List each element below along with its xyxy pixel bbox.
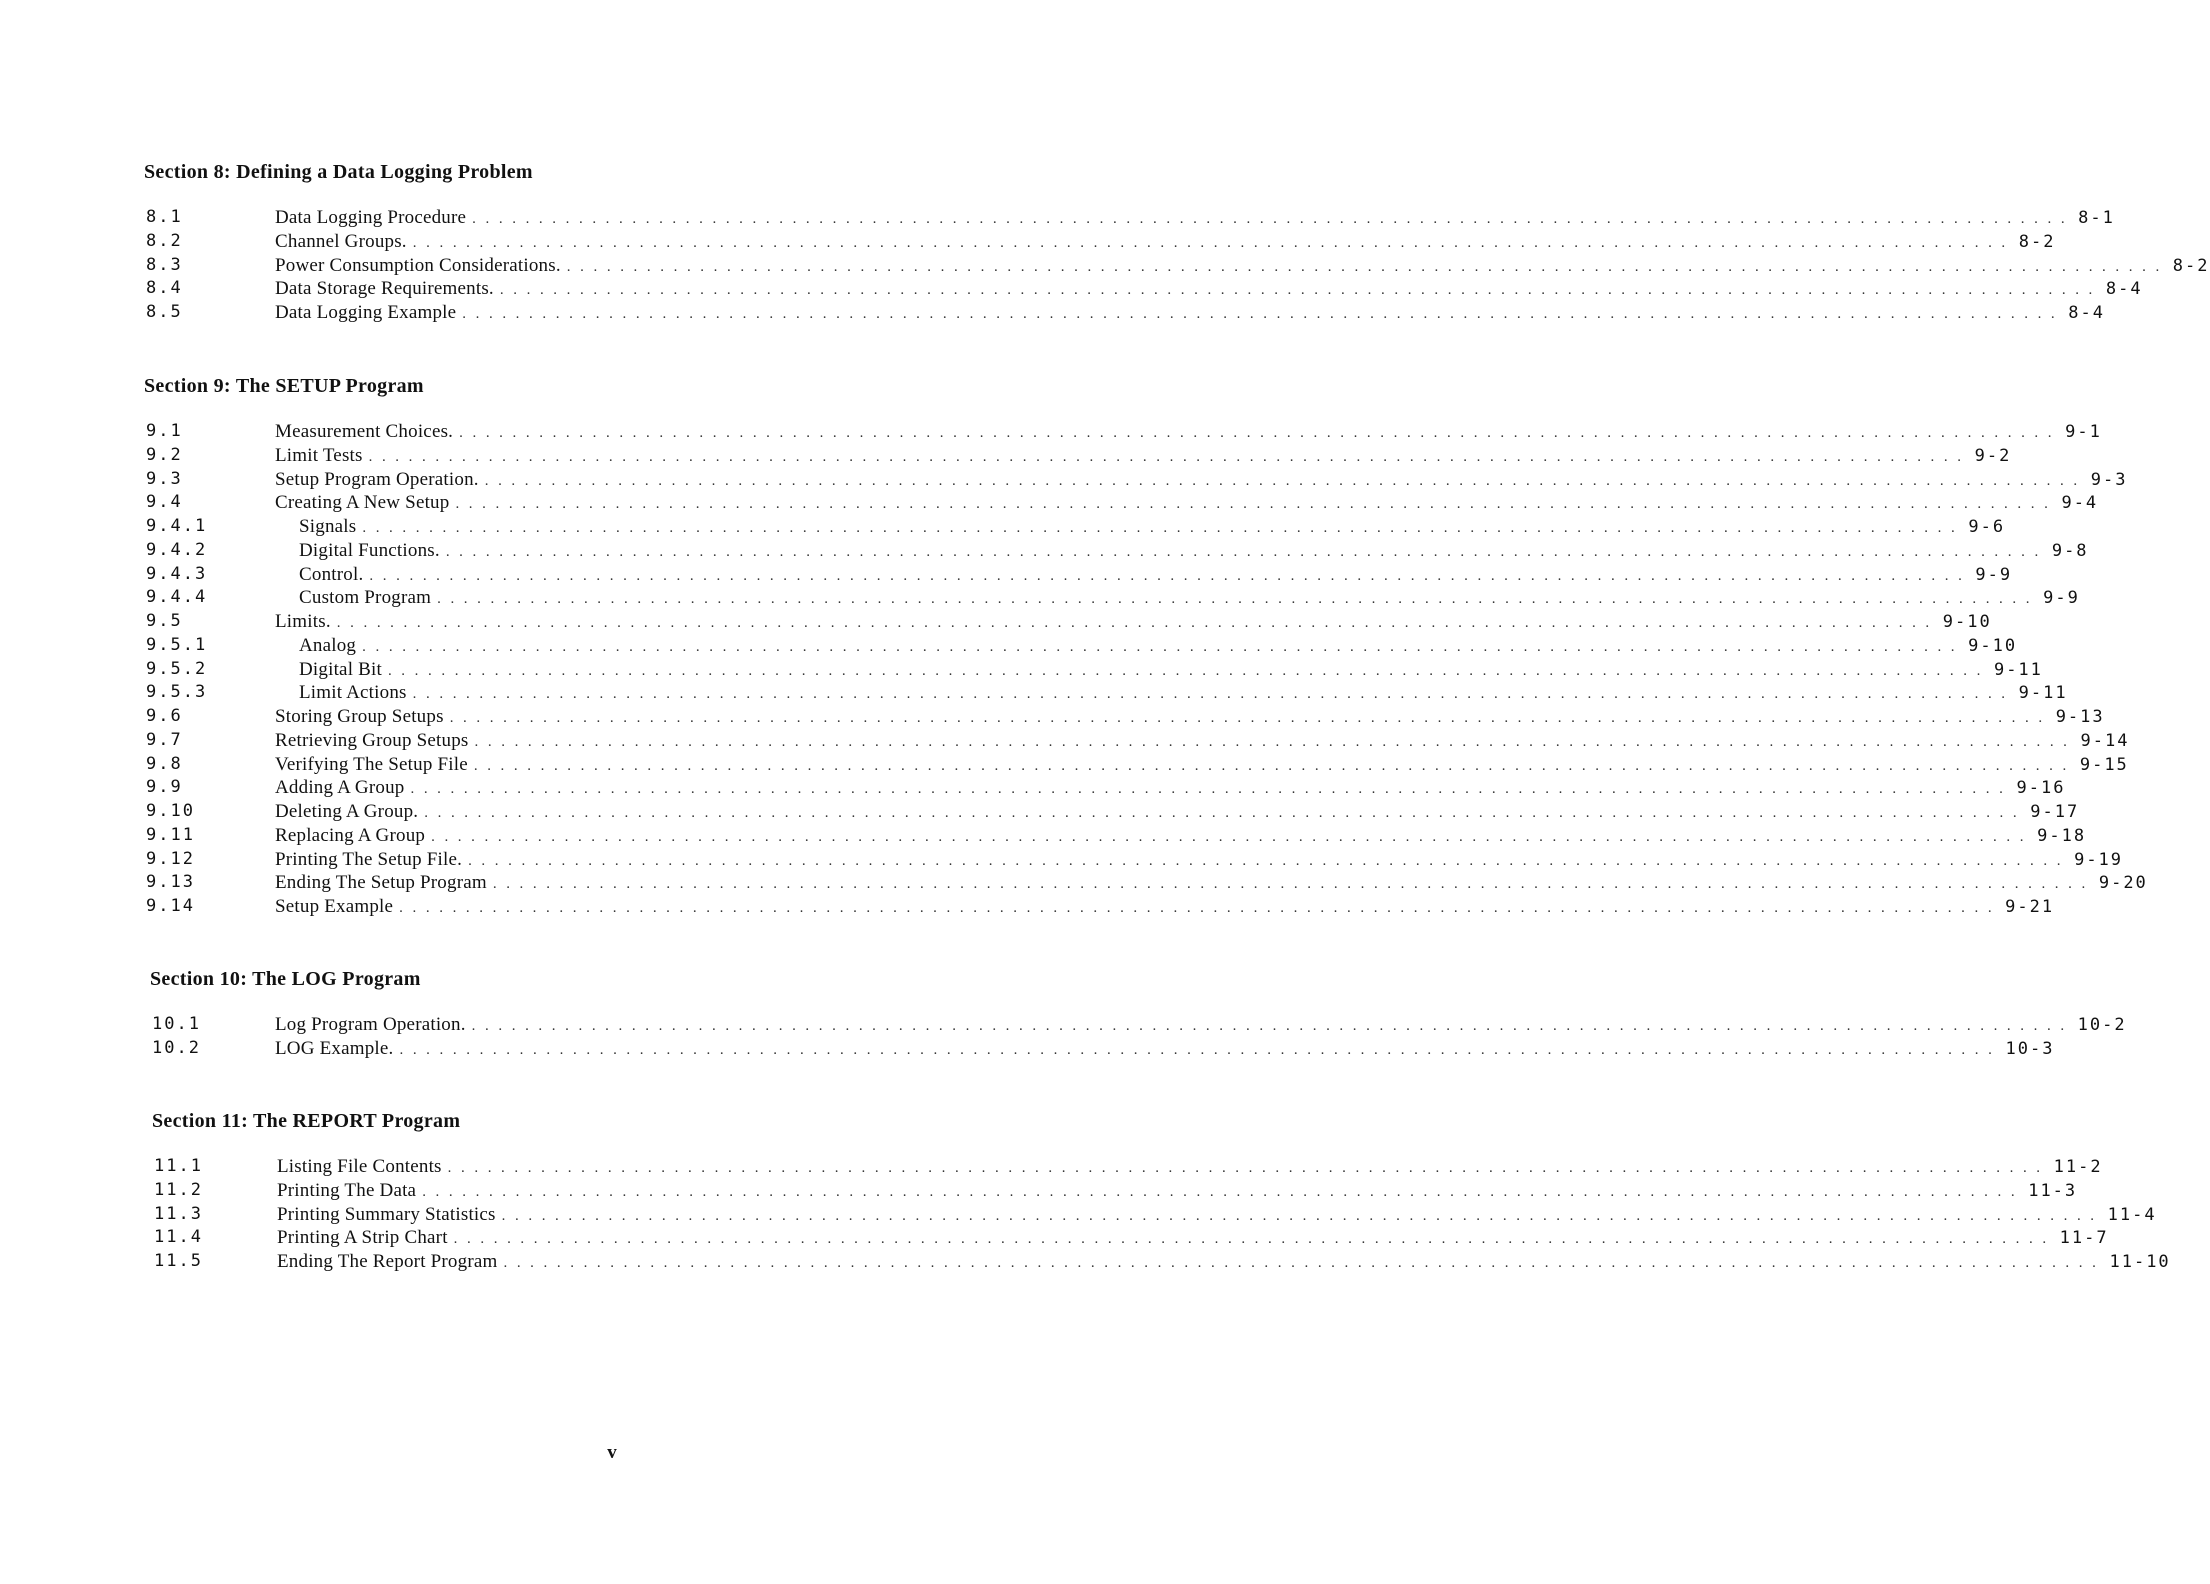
toc-entry [144,776,2066,800]
entry-title: Analog [299,634,357,656]
toc-entry [144,753,2129,777]
entry-number: 9.13 [146,872,195,893]
entry-title: Signals [299,516,357,537]
dot-leader: ........................................................................................................................ [499,282,2102,299]
entry-title: Replacing A Group [275,824,426,846]
entry-line [277,1250,2171,1276]
entry-line [275,705,2105,731]
toc-entry [144,539,2089,563]
entry-number: 9.4.3 [146,563,208,584]
toc-entry [144,681,2068,705]
dot-leader: ........................................................................................................................ [399,900,2002,916]
toc-entry [152,1179,2078,1203]
entry-number: 11.3 [154,1203,203,1224]
entry-line [277,1155,2103,1181]
entry-number: 8.4 [146,278,183,299]
toc-entry [144,800,2080,824]
entry-number: 9.14 [146,896,195,916]
section-heading: Section 8: Defining a Data Logging Problem [144,161,533,183]
toc-entry [144,444,2012,468]
entry-title: Printing The Setup File. [275,848,463,870]
dot-leader: ........................................................................................................................ [412,234,2015,251]
entry-number: 8.5 [146,302,183,322]
entry-page-number: 9-10 [1968,635,2018,656]
dot-leader: ........................................................................................................................ [362,520,1965,536]
entry-number: 9.4.4 [146,587,208,608]
entry-page-number: 9-13 [2055,707,2105,727]
entry-number: 11.5 [154,1251,203,1271]
entry-number: 11.1 [154,1156,203,1176]
entry-page-number: 9-15 [2079,754,2129,775]
entry-line [275,254,2210,280]
entry-title: Log Program Operation. [275,1014,466,1035]
dot-leader: ........................................................................................................................ [453,1231,2056,1248]
entry-page-number: 9-19 [2074,849,2124,870]
dot-leader: ........................................................................................................................ [445,543,2048,560]
dot-leader: ........................................................................................................................ [387,662,1990,679]
entry-title: Digital Functions. [299,539,440,561]
entry-title: Ending The Setup Program [275,872,487,894]
toc-entry [144,610,1992,634]
entry-page-number: 9-11 [2018,683,2068,704]
entry-page-number: 9-3 [2090,469,2128,490]
toc-entry [144,468,2128,492]
entry-line [275,1037,2055,1063]
dot-leader: ........................................................................................................................ [369,567,1972,584]
dot-leader: ........................................................................................................................ [449,710,2052,726]
toc-entry [144,705,2105,729]
entry-line [275,729,2130,755]
entry-page-number: 10-3 [2005,1038,2055,1059]
entry-title: Data Storage Requirements. [275,278,494,300]
entry-line [275,444,2012,470]
entry-line [277,1226,2109,1252]
dot-leader: ........................................................................................................................ [422,1183,2025,1200]
entry-page-number: 8-4 [2068,303,2105,323]
toc-entry [144,586,2080,610]
entry-line [299,539,2089,565]
entry-title: Limits. [275,611,331,632]
dot-leader: ........................................................................................................................ [462,306,2065,322]
section-heading: Section 9: The SETUP Program [144,375,424,397]
toc-entry [144,301,2105,325]
entry-title: Limit Tests [275,444,363,466]
entry-number: 8.1 [146,207,183,227]
entry-number: 10.2 [152,1037,201,1058]
dot-leader: ........................................................................................................................ [471,1018,2074,1034]
entry-title: Control. [299,563,364,585]
toc-entry [144,871,2148,895]
entry-number: 9.10 [146,801,195,821]
entry-line [299,681,2068,707]
entry-page-number: 11-4 [2107,1204,2157,1225]
entry-line [275,206,2115,232]
toc-entry [152,1203,2157,1227]
toc-entry-list [144,206,2210,325]
dot-leader: ........................................................................................................................ [468,852,2071,869]
entry-line [299,658,2043,684]
entry-page-number: 9-20 [2098,873,2148,894]
toc-entry [144,491,2099,515]
entry-page-number: 8-2 [2172,255,2210,276]
entry-number: 9.5.1 [146,634,208,655]
dot-leader: ........................................................................................................................ [474,733,2077,750]
entry-number: 9.8 [146,753,183,774]
entry-number: 8.2 [146,230,183,251]
toc-entry [144,848,2124,872]
entry-page-number: 8-2 [2018,231,2056,252]
toc-entry [144,729,2130,753]
entry-line [275,230,2056,256]
toc-entry [144,277,2143,301]
entry-title: Setup Program Operation. [275,468,479,490]
entry-page-number: 9-2 [1974,445,2012,466]
dot-leader: ........................................................................................................................ [455,496,2058,513]
entry-page-number: 9-21 [2005,897,2055,917]
entry-title: Printing The Data [277,1179,417,1201]
toc-entry [152,1226,2109,1250]
entry-page-number: 11-7 [2059,1228,2109,1249]
entry-number: 11.2 [154,1179,203,1200]
page-number: v [607,1442,617,1463]
toc-entry [144,254,2210,278]
entry-line [299,563,2013,589]
toc-section-10 [150,965,2127,1061]
entry-number: 10.1 [152,1014,201,1034]
entry-number: 9.7 [146,729,183,750]
dot-leader: ........................................................................................................................ [484,472,2087,489]
entry-page-number: 8-4 [2105,279,2143,300]
toc-entry [144,895,2055,919]
section-heading: Section 10: The LOG Program [150,968,421,990]
dot-leader: ........................................................................................................................ [472,211,2075,227]
entry-number: 9.11 [146,824,195,845]
entry-page-number: 9-9 [1975,564,2013,585]
entry-title: Measurement Choices. [275,421,454,442]
dot-leader: ........................................................................................................................ [410,781,2013,798]
entry-line [277,1179,2078,1205]
entry-title: Deleting A Group. [275,801,419,822]
entry-line [275,753,2129,779]
toc-entry [144,634,2018,658]
entry-number: 9.5.3 [146,682,208,703]
entry-line [275,800,2080,826]
entry-number: 9.2 [146,444,183,465]
entry-line [275,1013,2127,1039]
toc-entry [144,206,2115,230]
entry-line [275,610,1992,636]
entry-page-number: 9-9 [2043,588,2080,609]
entry-line [299,586,2080,612]
toc-section-8 [144,158,2210,325]
entry-line [277,1203,2157,1229]
dot-leader: ........................................................................................................................ [412,686,2015,703]
entry-number: 9.12 [146,848,195,869]
entry-number: 9.9 [146,777,183,798]
entry-title: Verifying The Setup File [275,753,468,775]
entry-number: 9.4.1 [146,516,208,536]
entry-number: 9.1 [146,421,183,441]
entry-page-number: 10-2 [2077,1015,2127,1035]
entry-title: Storing Group Setups [275,706,444,727]
entry-title: Limit Actions [299,682,407,704]
entry-page-number: 11-2 [2053,1157,2103,1177]
entry-title: Power Consumption Considerations. [275,254,561,276]
entry-page-number: 11-3 [2028,1180,2078,1201]
toc-entry [144,824,2087,848]
entry-line [275,301,2105,327]
entry-page-number: 9-10 [1942,612,1992,632]
entry-line [275,491,2099,517]
entry-title: Creating A New Setup [275,492,450,514]
dot-leader: ........................................................................................................................ [424,805,2027,821]
entry-number: 9.5 [146,611,183,631]
dot-leader: ........................................................................................................................ [437,591,2040,608]
entry-title: Listing File Contents [277,1156,442,1177]
section-heading: Section 11: The REPORT Program [152,1110,461,1132]
entry-line [275,277,2143,303]
entry-number: 9.6 [146,706,183,726]
entry-line [275,824,2087,850]
toc-entry [144,230,2056,254]
toc-entry [152,1250,2171,1274]
dot-leader: ........................................................................................................................ [566,258,2169,275]
entry-number: 8.3 [146,254,183,275]
entry-title: Printing A Strip Chart [277,1227,448,1249]
toc-entry [150,1037,2055,1061]
dot-leader: ........................................................................................................................ [503,1255,2106,1271]
entry-number: 9.5.2 [146,658,208,679]
entry-title: Data Logging Procedure [275,207,467,228]
entry-line [275,420,2102,446]
entry-page-number: 9-11 [1993,659,2043,680]
dot-leader: ........................................................................................................................ [399,1041,2002,1058]
dot-leader: ........................................................................................................................ [501,1207,2104,1224]
entry-line [275,871,2148,897]
entry-line [275,895,2055,921]
toc-entry-list [152,1155,2171,1274]
dot-leader: ........................................................................................................................ [431,828,2034,845]
dot-leader: ........................................................................................................................ [336,615,1939,631]
entry-line [275,848,2124,874]
entry-number: 9.4.2 [146,539,208,560]
entry-title: Digital Bit [299,658,382,680]
entry-page-number: 9-8 [2051,540,2089,561]
entry-title: LOG Example. [275,1037,394,1059]
entry-page-number: 9-17 [2030,802,2080,822]
entry-page-number: 9-4 [2061,493,2099,514]
toc-entry [152,1155,2103,1179]
toc-section-9 [144,372,2148,919]
dot-leader: ........................................................................................................................ [492,876,2095,893]
entry-title: Data Logging Example [275,302,457,323]
dot-leader: ........................................................................................................................ [473,757,2076,774]
toc-entry-list [144,420,2148,919]
entry-title: Channel Groups. [275,230,407,252]
entry-number: 11.4 [154,1227,203,1248]
entry-page-number: 9-14 [2080,730,2130,751]
entry-page-number: 11-10 [2109,1252,2171,1272]
entry-title: Ending The Report Program [277,1251,498,1272]
dot-leader: ........................................................................................................................ [447,1160,2050,1176]
entry-line [299,634,2018,660]
entry-number: 9.3 [146,468,183,489]
entry-title: Printing Summary Statistics [277,1203,496,1225]
toc-entry [144,420,2102,444]
entry-title: Adding A Group [275,777,405,799]
entry-page-number: 9-16 [2016,778,2066,799]
toc-entry [150,1013,2127,1037]
toc-entry [144,515,2006,539]
entry-title: Custom Program [299,587,432,609]
dot-leader: ........................................................................................................................ [368,448,1971,465]
entry-line [299,515,2006,541]
toc-section-11 [152,1107,2171,1274]
entry-page-number: 9-6 [1968,517,2006,537]
toc-entry [144,658,2043,682]
entry-line [275,468,2128,494]
entry-page-number: 8-1 [2078,208,2115,228]
entry-number: 9.4 [146,492,183,513]
entry-title: Retrieving Group Setups [275,729,469,751]
entry-page-number: 9-1 [2065,422,2102,442]
dot-leader: ........................................................................................................................ [362,638,1965,655]
dot-leader: ........................................................................................................................ [459,425,2062,441]
toc-entry [144,563,2013,587]
entry-line [275,776,2066,802]
toc-entry-list [150,1013,2127,1061]
entry-page-number: 9-18 [2037,825,2087,846]
entry-title: Setup Example [275,896,394,917]
